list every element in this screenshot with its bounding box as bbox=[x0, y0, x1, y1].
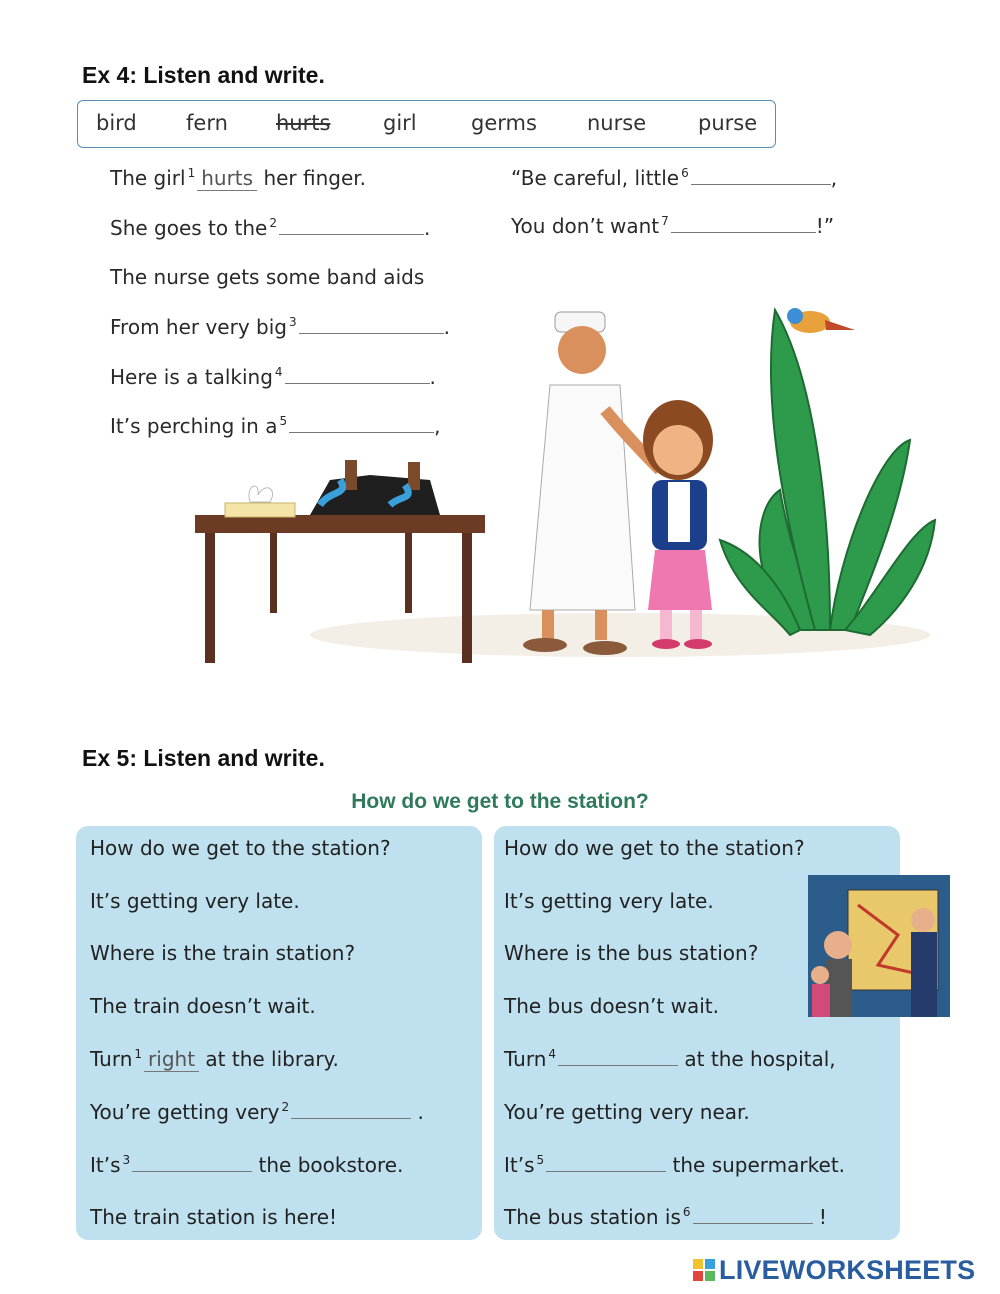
left-line-4: The train doesn’t wait. bbox=[90, 994, 316, 1018]
logo-square bbox=[705, 1259, 715, 1269]
word-bank bbox=[77, 100, 776, 148]
logo-square bbox=[693, 1259, 703, 1269]
poem-line-4: From her very big $^3$ . bbox=[110, 315, 450, 339]
left-line-1: How do we get to the station? bbox=[90, 836, 391, 860]
word-bank-item: nurse bbox=[587, 111, 647, 135]
fern-plant bbox=[720, 310, 935, 635]
right-line-5: Turn $^4$ at the hospital, bbox=[504, 1047, 836, 1071]
poem-line-8: You don’t want $^7$ !” bbox=[511, 214, 835, 238]
station-map-illustration bbox=[808, 875, 950, 1017]
right-line-1: How do we get to the station? bbox=[504, 836, 805, 860]
word-bank-item-used: hurts bbox=[276, 111, 331, 135]
left-line-3: Where is the train station? bbox=[90, 941, 356, 965]
blank-ex5-6[interactable] bbox=[693, 1205, 813, 1224]
logo-square bbox=[705, 1271, 715, 1281]
ex4-heading: Ex 4: Listen and write. bbox=[82, 62, 325, 88]
bird bbox=[787, 308, 855, 333]
poem-line-3: The nurse gets some band aids bbox=[110, 265, 425, 289]
right-line-6: You’re getting very near. bbox=[504, 1100, 750, 1124]
left-line-8: The train station is here! bbox=[90, 1205, 338, 1229]
right-line-2: It’s getting very late. bbox=[504, 889, 714, 913]
song-title: How do we get to the station? bbox=[351, 790, 649, 813]
right-line-7: It’s $^5$ the supermarket. bbox=[504, 1153, 846, 1177]
word-bank-item: germs bbox=[471, 111, 537, 135]
answer-1[interactable]: hurts bbox=[197, 166, 257, 191]
tissue-box bbox=[225, 486, 295, 517]
liveworksheets-logo bbox=[693, 1255, 975, 1285]
answer-ex5-1[interactable]: right bbox=[144, 1047, 199, 1072]
logo-text: LIVEWORKSHEETS bbox=[719, 1254, 976, 1285]
poem-line-5: Here is a talking $^4$ . bbox=[110, 365, 436, 389]
nurse-bag bbox=[310, 460, 440, 515]
word-bank-item: girl bbox=[383, 111, 417, 135]
blank-6[interactable] bbox=[691, 166, 831, 185]
right-line-8: The bus station is $^6$ ! bbox=[504, 1205, 827, 1229]
blank-ex5-4[interactable] bbox=[558, 1047, 678, 1066]
blank-ex5-3[interactable] bbox=[132, 1153, 252, 1172]
poem-line-1: The girl $^1$ hurts her finger. bbox=[110, 166, 367, 190]
right-line-4: The bus doesn’t wait. bbox=[504, 994, 719, 1018]
blank-ex5-5[interactable] bbox=[546, 1153, 666, 1172]
nurse bbox=[523, 312, 660, 655]
blank-ex5-2[interactable] bbox=[291, 1100, 411, 1119]
blank-7[interactable] bbox=[671, 214, 816, 233]
ex5-heading: Ex 5: Listen and write. bbox=[82, 745, 325, 771]
left-line-2: It’s getting very late. bbox=[90, 889, 300, 913]
poem-line-6: It’s perching in a $^5$ , bbox=[110, 414, 441, 438]
nurse-scene-illustration bbox=[190, 290, 940, 664]
left-line-6: You’re getting very $^2$ . bbox=[90, 1100, 424, 1124]
word-bank-item: bird bbox=[96, 111, 137, 135]
poem-line-7: “Be careful, little $^6$ , bbox=[511, 166, 838, 190]
left-line-5: Turn $^1$ right at the library. bbox=[90, 1047, 339, 1071]
logo-mark-icon bbox=[693, 1259, 715, 1281]
blank-2[interactable] bbox=[279, 216, 424, 235]
word-bank-item: fern bbox=[186, 111, 228, 135]
right-line-3: Where is the bus station? bbox=[504, 941, 759, 965]
left-line-7: It’s $^3$ the bookstore. bbox=[90, 1153, 404, 1177]
poem-line-2: She goes to the $^2$ . bbox=[110, 216, 431, 240]
logo-square bbox=[693, 1271, 703, 1281]
girl bbox=[643, 400, 713, 649]
word-bank-item: purse bbox=[698, 111, 758, 135]
